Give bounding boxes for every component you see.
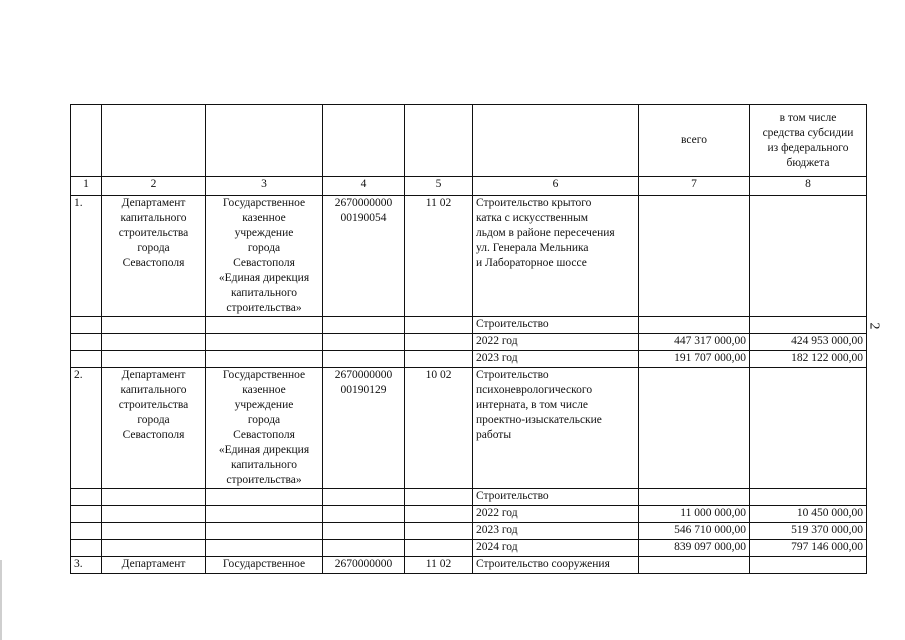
- empty-cell: [71, 334, 102, 351]
- entry-federal-empty: [750, 196, 867, 317]
- year-federal: 424 953 000,00: [750, 334, 867, 351]
- year-federal: 10 450 000,00: [750, 506, 867, 523]
- entry-total-empty: [639, 557, 750, 574]
- header-cell-federal: в том числе средства субсидии из федерального бюджета: [750, 105, 867, 177]
- year-federal: 797 146 000,00: [750, 540, 867, 557]
- entry-section: 11 02: [405, 557, 473, 574]
- empty-cell: [323, 489, 405, 506]
- empty-cell: [206, 540, 323, 557]
- entry-department: Департамент капитального строительства города Севастополя: [102, 368, 206, 489]
- page-number: 2: [866, 322, 882, 330]
- column-number: 5: [405, 177, 473, 196]
- entry-code: 2670000000: [323, 557, 405, 574]
- entry-federal-empty: [750, 557, 867, 574]
- column-number-row: [71, 177, 867, 196]
- table-row-entry-1: [71, 196, 867, 317]
- empty-cell: [71, 489, 102, 506]
- entry-code: 2670000000 00190054: [323, 196, 405, 317]
- empty-cell: [71, 523, 102, 540]
- entry-federal-empty: [750, 368, 867, 489]
- empty-cell: [206, 506, 323, 523]
- empty-cell: [405, 523, 473, 540]
- empty-cell: [102, 489, 206, 506]
- entry-department: Департамент капитального строительства города Севастополя: [102, 196, 206, 317]
- column-number: 7: [639, 177, 750, 196]
- header-cell-5: [405, 105, 473, 177]
- table-header-row: [71, 105, 867, 177]
- work-type: Строительство: [473, 317, 639, 334]
- entry-institution: Государственное: [206, 557, 323, 574]
- table-row-year: [71, 523, 867, 540]
- entry-object: Строительство крытого катка с искусственным льдом в районе пересечения ул. Генерала Мельника и Лабораторное шоссе: [473, 196, 639, 317]
- year-label: 2022 год: [473, 334, 639, 351]
- empty-cell: [323, 317, 405, 334]
- empty-cell: [206, 317, 323, 334]
- table-row-work-type: [71, 489, 867, 506]
- empty-cell: [405, 334, 473, 351]
- year-federal: 182 122 000,00: [750, 351, 867, 368]
- entry-object: Строительство сооружения: [473, 557, 639, 574]
- entry-section: 10 02: [405, 368, 473, 489]
- entry-institution: Государственное казенное учреждение города Севастополя «Единая дирекция капитального строительства»: [206, 368, 323, 489]
- header-cell-3: [206, 105, 323, 177]
- empty-cell: [405, 351, 473, 368]
- empty-cell: [71, 317, 102, 334]
- empty-cell: [71, 506, 102, 523]
- year-federal: 519 370 000,00: [750, 523, 867, 540]
- subsidy-table: [70, 104, 867, 574]
- year-label: 2024 год: [473, 540, 639, 557]
- empty-cell: [102, 334, 206, 351]
- empty-cell: [639, 489, 750, 506]
- empty-cell: [323, 351, 405, 368]
- empty-cell: [206, 523, 323, 540]
- entry-section: 11 02: [405, 196, 473, 317]
- empty-cell: [206, 334, 323, 351]
- year-label: 2023 год: [473, 523, 639, 540]
- table-row-year: [71, 540, 867, 557]
- column-number: 4: [323, 177, 405, 196]
- table-row-entry-3: [71, 557, 867, 574]
- table-row-entry-2: [71, 368, 867, 489]
- year-total: 839 097 000,00: [639, 540, 750, 557]
- table-row-year: [71, 506, 867, 523]
- empty-cell: [750, 317, 867, 334]
- header-cell-6: [473, 105, 639, 177]
- empty-cell: [71, 351, 102, 368]
- table-row-work-type: [71, 317, 867, 334]
- empty-cell: [323, 540, 405, 557]
- year-label: 2022 год: [473, 506, 639, 523]
- header-cell-total: всего: [639, 105, 750, 177]
- empty-cell: [405, 317, 473, 334]
- empty-cell: [102, 506, 206, 523]
- empty-cell: [323, 523, 405, 540]
- entry-code: 2670000000 00190129: [323, 368, 405, 489]
- empty-cell: [323, 506, 405, 523]
- entry-object: Строительство психоневрологического интерната, в том числе проектно-изыскательские работы: [473, 368, 639, 489]
- empty-cell: [639, 317, 750, 334]
- year-label: 2023 год: [473, 351, 639, 368]
- year-total: 191 707 000,00: [639, 351, 750, 368]
- empty-cell: [206, 351, 323, 368]
- header-cell-1: [71, 105, 102, 177]
- empty-cell: [405, 506, 473, 523]
- year-total: 447 317 000,00: [639, 334, 750, 351]
- column-number: 1: [71, 177, 102, 196]
- empty-cell: [206, 489, 323, 506]
- column-number: 6: [473, 177, 639, 196]
- table-row-year: [71, 351, 867, 368]
- header-cell-2: [102, 105, 206, 177]
- entry-department: Департамент: [102, 557, 206, 574]
- year-total: 11 000 000,00: [639, 506, 750, 523]
- empty-cell: [405, 489, 473, 506]
- entry-number: 3.: [71, 557, 102, 574]
- column-number: 8: [750, 177, 867, 196]
- column-number: 3: [206, 177, 323, 196]
- year-total: 546 710 000,00: [639, 523, 750, 540]
- empty-cell: [750, 489, 867, 506]
- header-cell-4: [323, 105, 405, 177]
- work-type: Строительство: [473, 489, 639, 506]
- empty-cell: [323, 334, 405, 351]
- empty-cell: [102, 540, 206, 557]
- table-row-year: [71, 334, 867, 351]
- entry-total-empty: [639, 368, 750, 489]
- column-number: 2: [102, 177, 206, 196]
- entry-total-empty: [639, 196, 750, 317]
- entry-institution: Государственное казенное учреждение города Севастополя «Единая дирекция капитального строительства»: [206, 196, 323, 317]
- empty-cell: [102, 317, 206, 334]
- entry-number: 1.: [71, 196, 102, 317]
- empty-cell: [71, 540, 102, 557]
- scan-edge-mark: [0, 560, 2, 640]
- empty-cell: [102, 351, 206, 368]
- empty-cell: [102, 523, 206, 540]
- entry-number: 2.: [71, 368, 102, 489]
- empty-cell: [405, 540, 473, 557]
